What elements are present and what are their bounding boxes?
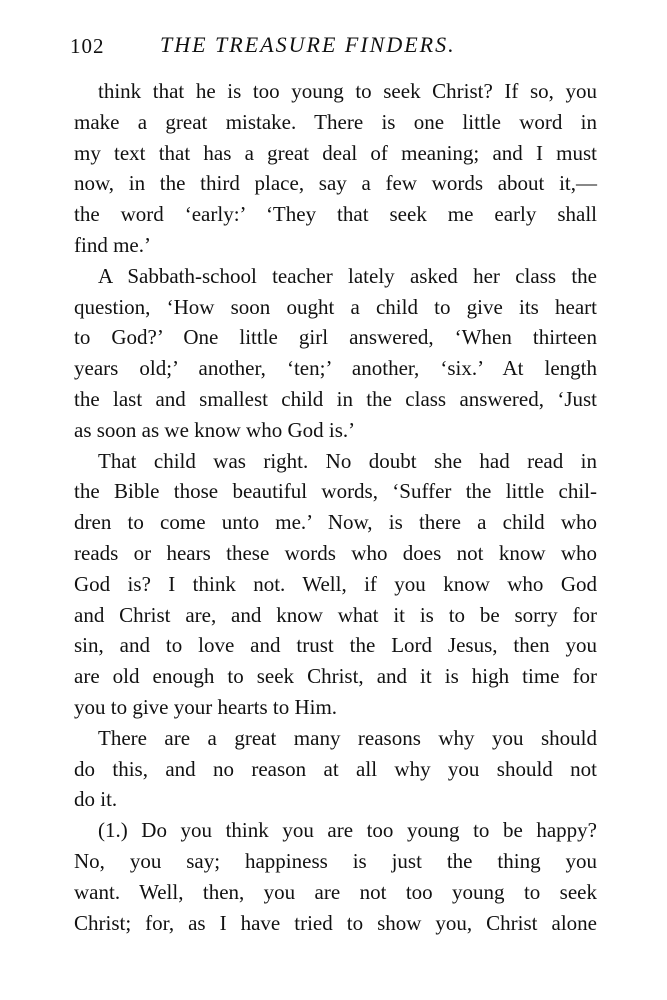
text-line: dren to come unto me.’ Now, is there a child who [74, 510, 597, 535]
text-line: the last and smallest child in the class answered, ‘Just [74, 386, 597, 411]
text-line: want. Well, then, you are not too young to seek [74, 879, 597, 904]
running-head [70, 30, 610, 64]
text-line: and Christ are, and know what it is to be sorry for [74, 602, 597, 627]
text-line: as soon as we know who God is.’ [74, 417, 356, 442]
text-line: to God?’ One little girl answered, ‘When thirteen [74, 325, 597, 350]
text-line: years old;’ another, ‘ten;’ another, ‘six.’ At length [74, 356, 597, 381]
text-line: do this, and no reason at all why you should not [74, 756, 597, 781]
text-line: think that he is too young to seek Christ? If so, you [98, 79, 597, 103]
text-line: No, you say; happiness is just the thing you [74, 848, 597, 873]
text-line: There are a great many reasons why you should [98, 725, 597, 750]
text-line: find me.’ [74, 232, 151, 257]
text-line: That child was right. No doubt she had read in [98, 448, 597, 473]
text-line: sin, and to love and trust the Lord Jesus, then you [74, 633, 597, 658]
text-line: my text that has a great deal of meaning; and I must [74, 140, 597, 165]
text-line: you to give your hearts to Him. [74, 694, 338, 719]
text-line: are old enough to seek Christ, and it is high time for [74, 664, 597, 689]
text-line: (1.) Do you think you are too young to be happy? [98, 818, 597, 843]
body-text [74, 76, 597, 938]
text-line: God is? I think not. Well, if you know who God [74, 571, 597, 596]
text-line: the word ‘early:’ ‘They that seek me early shall [74, 202, 597, 227]
text-line: question, ‘How soon ought a child to give its heart [74, 294, 597, 319]
running-title: THE TREASURE FINDERS. [160, 32, 456, 57]
text-line: the Bible those beautiful words, ‘Suffer the little chil- [74, 479, 597, 504]
text-line: do it. [74, 787, 118, 812]
text-line: Christ; for, as I have tried to show you, Christ alone [74, 910, 597, 935]
text-line: A Sabbath-school teacher lately asked her class the [98, 263, 597, 288]
text-line: reads or hears these words who does not know who [74, 540, 597, 565]
text-line: now, in the third place, say a few words about it,— [74, 171, 597, 196]
page-number: 102 [70, 34, 105, 58]
text-line: make a great mistake. There is one little word in [74, 109, 597, 134]
